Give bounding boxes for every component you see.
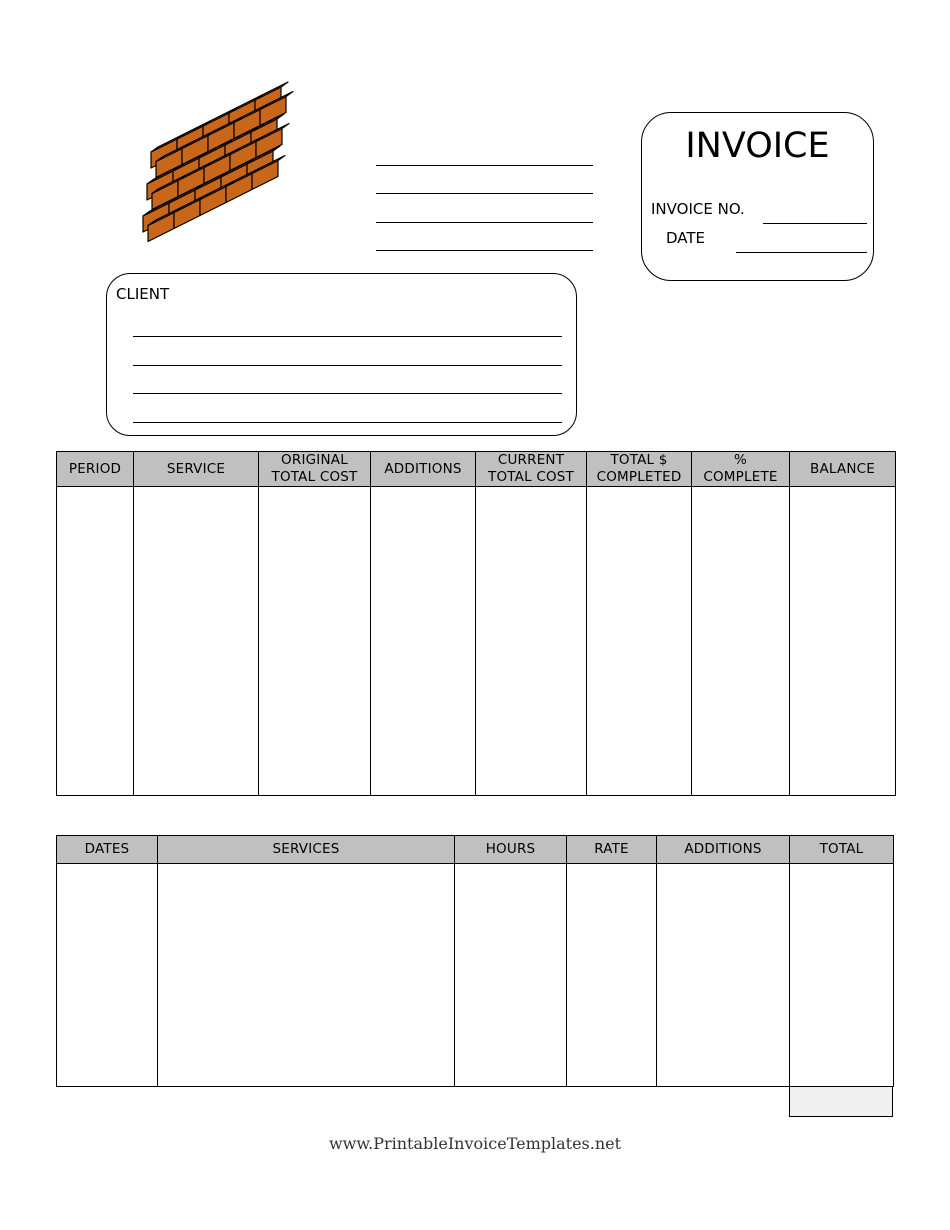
brick-wall-icon <box>125 72 310 267</box>
column-header-total: TOTAL <box>790 836 894 864</box>
client-label: CLIENT <box>116 285 170 303</box>
column-header-hours: HOURS <box>455 836 567 864</box>
company-line-3[interactable] <box>376 222 593 223</box>
rate-cell[interactable] <box>567 864 657 1087</box>
column-header-dates: DATES <box>57 836 158 864</box>
column-header-services: SERVICES <box>158 836 455 864</box>
column-header-current-total-cost: CURRENT TOTAL COST <box>476 452 587 487</box>
column-header-rate: RATE <box>567 836 657 864</box>
column-header-period: PERIOD <box>57 452 134 487</box>
column-header-balance: BALANCE <box>790 452 896 487</box>
table-header-row <box>57 836 894 864</box>
client-line-2[interactable] <box>133 365 562 366</box>
column-header-percent-complete: % COMPLETE <box>692 452 790 487</box>
column-header-additions: ADDITIONS <box>657 836 790 864</box>
invoice-title: INVOICE <box>685 126 830 166</box>
additions-cell[interactable] <box>657 864 790 1087</box>
percent-complete-cell[interactable] <box>692 487 790 796</box>
current-total-cost-cell[interactable] <box>476 487 587 796</box>
grand-total-field[interactable] <box>789 1087 893 1117</box>
invoice-no-label: INVOICE NO. <box>651 200 745 218</box>
service-cell[interactable] <box>134 487 259 796</box>
hours-cell[interactable] <box>455 864 567 1087</box>
column-header-total-completed: TOTAL $ COMPLETED <box>587 452 692 487</box>
invoice-no-field[interactable] <box>763 223 867 224</box>
table-row <box>57 864 894 1087</box>
client-line-1[interactable] <box>133 336 562 337</box>
table-header-row <box>57 452 896 487</box>
services-cell[interactable] <box>158 864 455 1087</box>
dates-cell[interactable] <box>57 864 158 1087</box>
period-cell[interactable] <box>57 487 134 796</box>
total-completed-cell[interactable] <box>587 487 692 796</box>
table-row <box>57 487 896 796</box>
footer-url: www.PrintableInvoiceTemplates.net <box>328 1134 622 1153</box>
client-line-4[interactable] <box>133 422 562 423</box>
services-table <box>56 835 894 1087</box>
client-line-3[interactable] <box>133 393 562 394</box>
company-line-2[interactable] <box>376 193 593 194</box>
progress-billing-table <box>56 451 896 796</box>
additions-cell[interactable] <box>371 487 476 796</box>
date-field[interactable] <box>736 252 867 253</box>
invoice-info-box <box>641 112 874 281</box>
column-header-additions: ADDITIONS <box>371 452 476 487</box>
date-label: DATE <box>666 229 706 247</box>
client-box <box>106 273 577 436</box>
company-line-4[interactable] <box>376 250 593 251</box>
column-header-original-total-cost: ORIGINAL TOTAL COST <box>259 452 371 487</box>
total-cell[interactable] <box>790 864 894 1087</box>
original-total-cost-cell[interactable] <box>259 487 371 796</box>
column-header-service: SERVICE <box>134 452 259 487</box>
balance-cell[interactable] <box>790 487 896 796</box>
company-line-1[interactable] <box>376 165 593 166</box>
